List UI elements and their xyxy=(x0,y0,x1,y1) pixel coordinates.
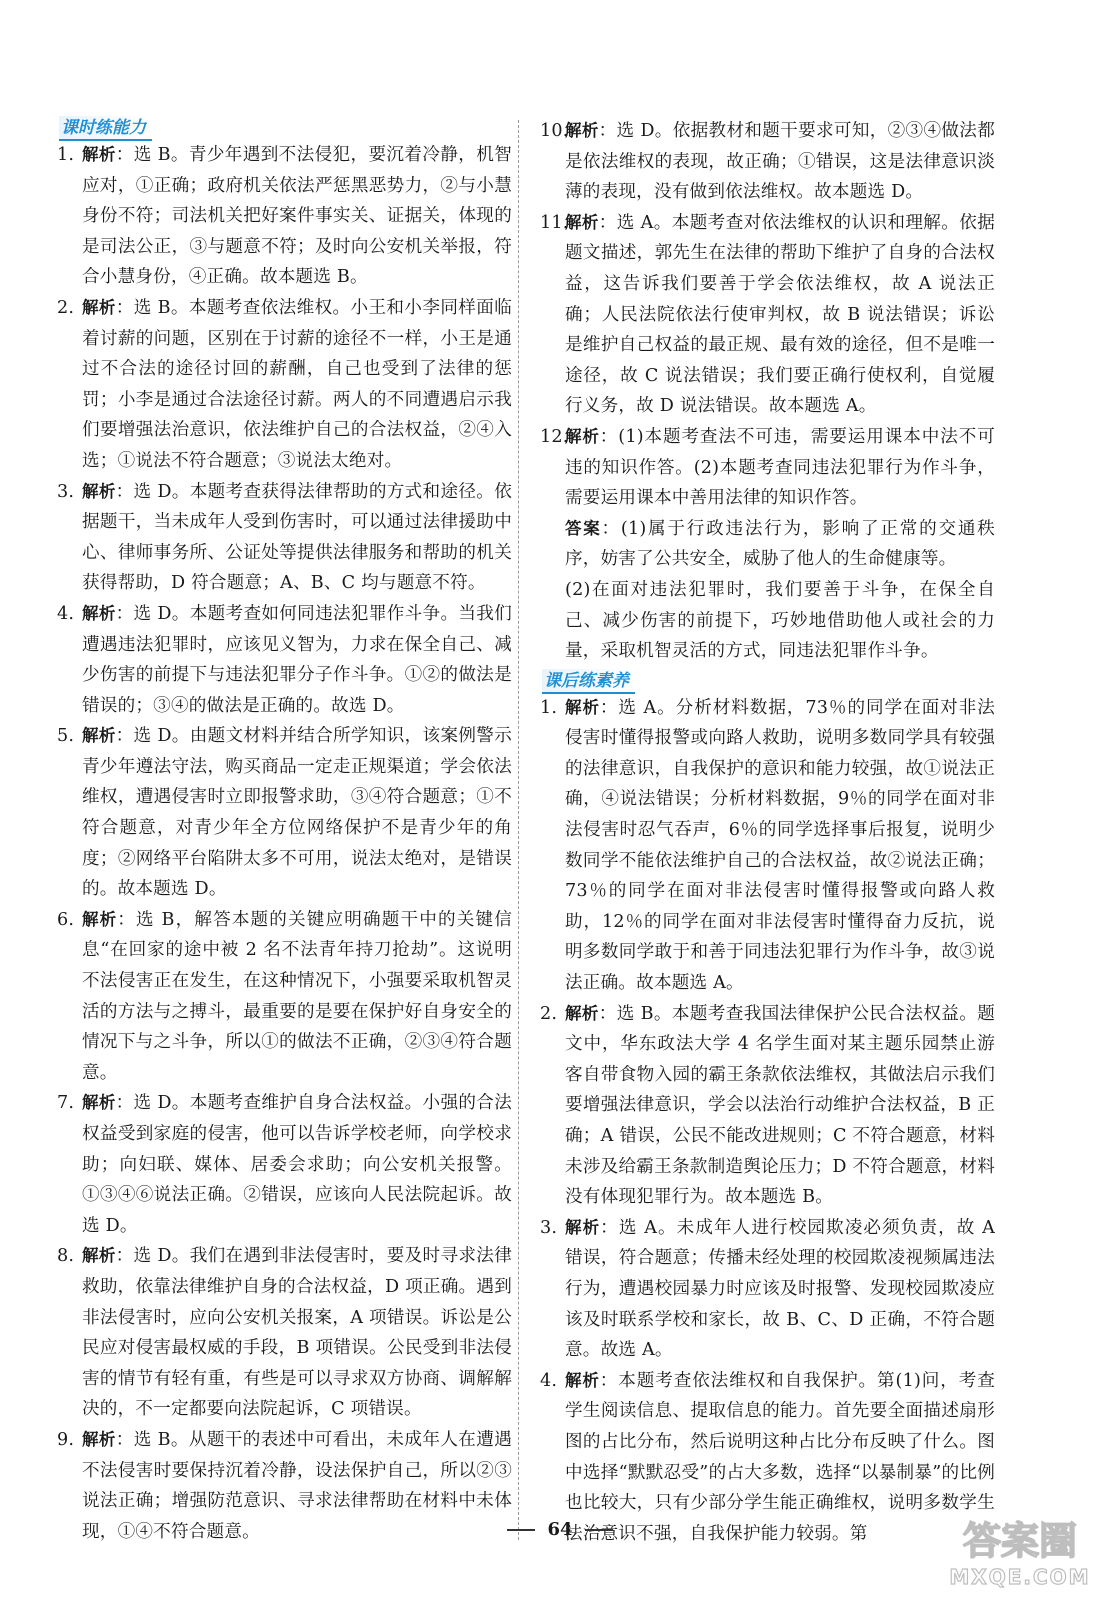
answer-item xyxy=(540,999,995,1213)
analysis-text: ：选 D。本题考查如何同违法犯罪作斗争。当我们遭遇违法犯罪时，应该见义智为，力求在保全自己、减少伤害的前提下与违法犯罪分子作斗争。①②的做法是错误的；③④的做法是正确的。故选 D。 xyxy=(82,603,512,716)
analysis-label: 解析 xyxy=(82,909,118,929)
answer-item xyxy=(57,905,512,1089)
analysis-text: ：选 B。从题干的表述中可看出，未成年人在遭遇不法侵害时要保持沉着冷静，设法保护自己，所以②③说法正确；增强防范意识、寻求法律帮助在材料中未体现，①④不符合题意。 xyxy=(82,1429,512,1542)
analysis-text: ：选 D。我们在遇到非法侵害时，要及时寻求法律救助，依靠法律维护自身的合法权益，D 项正确。遇到非法侵害时，应向公安机关报案，A 项错误。诉讼是公民应对侵害最权威的手段，B 项错误。公民受到非法侵害的情节有轻有重，有些是可以寻求双方协商、调解解决的，不一定都要向法院起诉，C 项错误。 xyxy=(82,1246,512,1420)
watermark-logo xyxy=(930,1506,1110,1592)
answer-item xyxy=(57,721,512,905)
footer-dash-left xyxy=(507,1529,535,1531)
analysis-label: 解析 xyxy=(82,145,116,164)
item-number: 3. xyxy=(57,481,75,502)
analysis-label: 解析 xyxy=(565,212,599,232)
analysis-text: ：选 B，解答本题的关键应明确题干中的关键信息“在回家的途中被 2 名不法青年持刀抢劫”。这说明不法侵害正在发生，在这种情况下，小强要采取机智灵活的方法与之搏斗，最重要的是要在保护好自身安全的情况下与之斗争，所以①的做法不正确，②③④符合题意。 xyxy=(82,909,512,1083)
analysis-label: 解析 xyxy=(565,426,600,446)
item-number: 1. xyxy=(57,145,75,165)
answer-item xyxy=(57,599,512,721)
analysis-label: 解析 xyxy=(82,603,116,623)
analysis-text: ：选 D。由题文材料并结合所学知识，该案例警示青少年遵法守法，购买商品一定走正规渠道；学会依法维权，遭遇侵害时立即报警求助，③④符合题意；①不符合题意，对青少年全方位网络保护不是青少年的角度；②网络平台陷阱太多不可用，说法太绝对，是错误的。故本题选 D。 xyxy=(82,726,512,900)
answer-item xyxy=(57,477,512,599)
analysis-text: ：本题考查依法维权和自我保护。第(1)问，考查学生阅读信息、提取信息的能力。首先要全面描述扇形图的占比分布，然后说明这种占比分布反映了什么。图中选择“默默忍受”的占大多数，选择“以暴制暴”的比例也比较大，只有少部分学生能正确维权，说明多数学生法治意识不强，自我保护能力较弱。第 xyxy=(565,1370,995,1544)
analysis-text: ：选 A。本题考查对依法维权的认识和理解。依据题文描述，郭先生在法律的帮助下维护了自身的合法权益，这告诉我们要善于学会依法维权，故 A 说法正确；人民法院依法行使审判权，故 B 说法错误；诉讼是维护自己权益的最正规、最有效的途径，但不是唯一途径，故 C 说法错误；我们要正确行使权利，自觉履行义务，故 D 说法错误。故本题选 A。 xyxy=(565,212,996,417)
page-number: 64 xyxy=(547,1519,573,1540)
left-item-list xyxy=(57,140,512,1547)
analysis-label: 解析 xyxy=(565,1370,600,1390)
analysis-text: ：选 A。分析材料数据，73％的同学在面对非法侵害时懂得报警或向路人救助，说明多数同学具有较强的法律意识，自我保护的意识和能力较强，故①说法正确，④说法错误；分析材料数据，9％的同学在面对非法侵害时忍气吞声，6％的同学选择事后报复，说明少数同学不能依法维护自己的合法权益，故②说法正确；73％的同学在面对非法侵害时懂得报警或向路人救助，12％的同学在面对非法侵害时懂得奋力反抗，说明多数同学敢于和善于同违法犯罪行为作斗争，故③说法正确。故本题选 A。 xyxy=(565,697,995,994)
item-number: 7. xyxy=(57,1093,75,1114)
answer-item xyxy=(57,1088,512,1241)
item-number: 9. xyxy=(57,1429,75,1450)
watermark-text: 答案圈 xyxy=(962,1519,1078,1563)
answer-item xyxy=(540,693,995,999)
analysis-label: 解析 xyxy=(565,1217,601,1237)
item-number: 8. xyxy=(57,1246,75,1267)
analysis-label: 解析 xyxy=(82,1246,116,1266)
item-number: 3. xyxy=(540,1217,558,1238)
item-number: 4. xyxy=(540,1370,558,1391)
answer-item xyxy=(540,208,995,422)
item-number: 6. xyxy=(57,909,75,930)
answer-item xyxy=(540,422,995,667)
item-number: 11. xyxy=(540,212,569,233)
item-number: 5. xyxy=(57,726,75,747)
analysis-label: 解析 xyxy=(82,1093,116,1113)
analysis-text: ：选 B。本题考查依法维权。小王和小李同样面临着讨薪的问题，区别在于讨薪的途径不一样，小王是通过不合法的途径讨回的薪酬，自己也受到了法律的惩罚；小李是通过合法途径讨薪。两人的不同遭遇启示我们要增强法治意识，依法维护自己的合法权益，②④入选；①说法不符合题意；③说法太绝对。 xyxy=(82,297,512,471)
item-number: 2. xyxy=(57,297,75,318)
analysis-text: ：选 B。青少年遇到不法侵犯，要沉着冷静，机智应对，①正确；政府机关依法严惩黑恶势力，②与小慧身份不符；司法机关把好案件事实关、证据关，体现的是司法公正，③与题意不符；及时向公安机关举报，符合小慧身份，④正确。故本题选 B。 xyxy=(82,145,512,288)
item-number: 1. xyxy=(540,697,558,718)
analysis-label: 解析 xyxy=(82,1429,116,1449)
answer-item xyxy=(57,293,512,477)
analysis-text: ：(1)本题考查法不可违，需要运用课本中法不可违的知识作答。(2)本题考查同违法犯罪行为作斗争，需要运用课本中善用法律的知识作答。 xyxy=(565,426,995,509)
item-number: 12. xyxy=(540,426,569,447)
analysis-text: ：选 D。依据教材和题干要求可知，②③④做法都是依法维权的表现，故正确；①错误，这是法律意识淡薄的表现，没有做到依法维权。故本题选 D。 xyxy=(565,121,995,203)
analysis-label: 解析 xyxy=(565,121,599,140)
right-item-list-top xyxy=(540,116,995,667)
answer-item xyxy=(540,1213,995,1366)
watermark-url: MXQE.COM xyxy=(949,1565,1091,1589)
item-number: 10. xyxy=(540,121,569,141)
right-item-list-bottom xyxy=(540,693,995,1550)
answer-item xyxy=(57,1241,512,1425)
section-title-kehou: 课后练素养 xyxy=(542,669,635,693)
answer-label: 答案 xyxy=(565,518,602,538)
analysis-label: 解析 xyxy=(82,297,116,317)
section-title-ketang: 课时练能力 xyxy=(59,116,152,140)
answer-text-1: ：(1)属于行政违法行为，影响了正常的交通秩序，妨害了公共安全，威胁了他人的生命健康等。 xyxy=(565,518,995,570)
analysis-text: ：选 A。未成年人进行校园欺凌必须负责，故 A 错误，符合题意；传播未经处理的校园欺凌视频属违法行为，遭遇校园暴力时应该及时报警、发现校园欺凌应该及时联系学校和家长，故 B、C、D 正确，不符合题意。故选 A。 xyxy=(565,1217,996,1361)
analysis-label: 解析 xyxy=(82,726,116,746)
item-number: 4. xyxy=(57,603,75,624)
analysis-text: ：选 D。本题考查维护自身合法权益。小强的合法权益受到家庭的侵害，他可以告诉学校老师，向学校求助；向妇联、媒体、居委会求助；向公安机关报警。①③④⑥说法正确。②错误，应该向人民法院起诉。故选 D。 xyxy=(82,1093,512,1236)
analysis-label: 解析 xyxy=(565,1003,599,1023)
analysis-label: 解析 xyxy=(82,481,116,501)
column-divider xyxy=(518,120,519,1540)
answer-item xyxy=(57,140,512,293)
right-column xyxy=(540,116,995,1549)
left-column xyxy=(57,116,512,1547)
item-number: 2. xyxy=(540,1003,558,1024)
analysis-text: ：选 D。本题考查获得法律帮助的方式和途径。依据题干，当未成年人受到伤害时，可以通过法律援助中心、律师事务所、公证处等提供法律服务和帮助的机关获得帮助，D 符合题意；A、B、C 均与题意不符。 xyxy=(82,481,512,594)
analysis-text: ：选 B。本题考查我国法律保护公民合法权益。题文中，华东政法大学 4 名学生面对某主题乐园禁止游客自带食物入园的霸王条款依法维权，其做法启示我们要增强法律意识，学会以法治行动维护合法权益，B 正确；A 错误，公民不能改进规则；C 不符合题意，材料未涉及给霸王条款制造舆论压力；D 不符合题意，材料没有体现犯罪行为。故本题选 B。 xyxy=(565,1003,995,1208)
answer-item xyxy=(540,116,995,208)
footer-dash-right xyxy=(585,1529,613,1531)
analysis-label: 解析 xyxy=(565,697,600,717)
answer-text-2: (2)在面对违法犯罪时，我们要善于斗争，在保全自己、减少伤害的前提下，巧妙地借助他人或社会的力量，采取机智灵活的方式，同违法犯罪作斗争。 xyxy=(565,579,995,662)
